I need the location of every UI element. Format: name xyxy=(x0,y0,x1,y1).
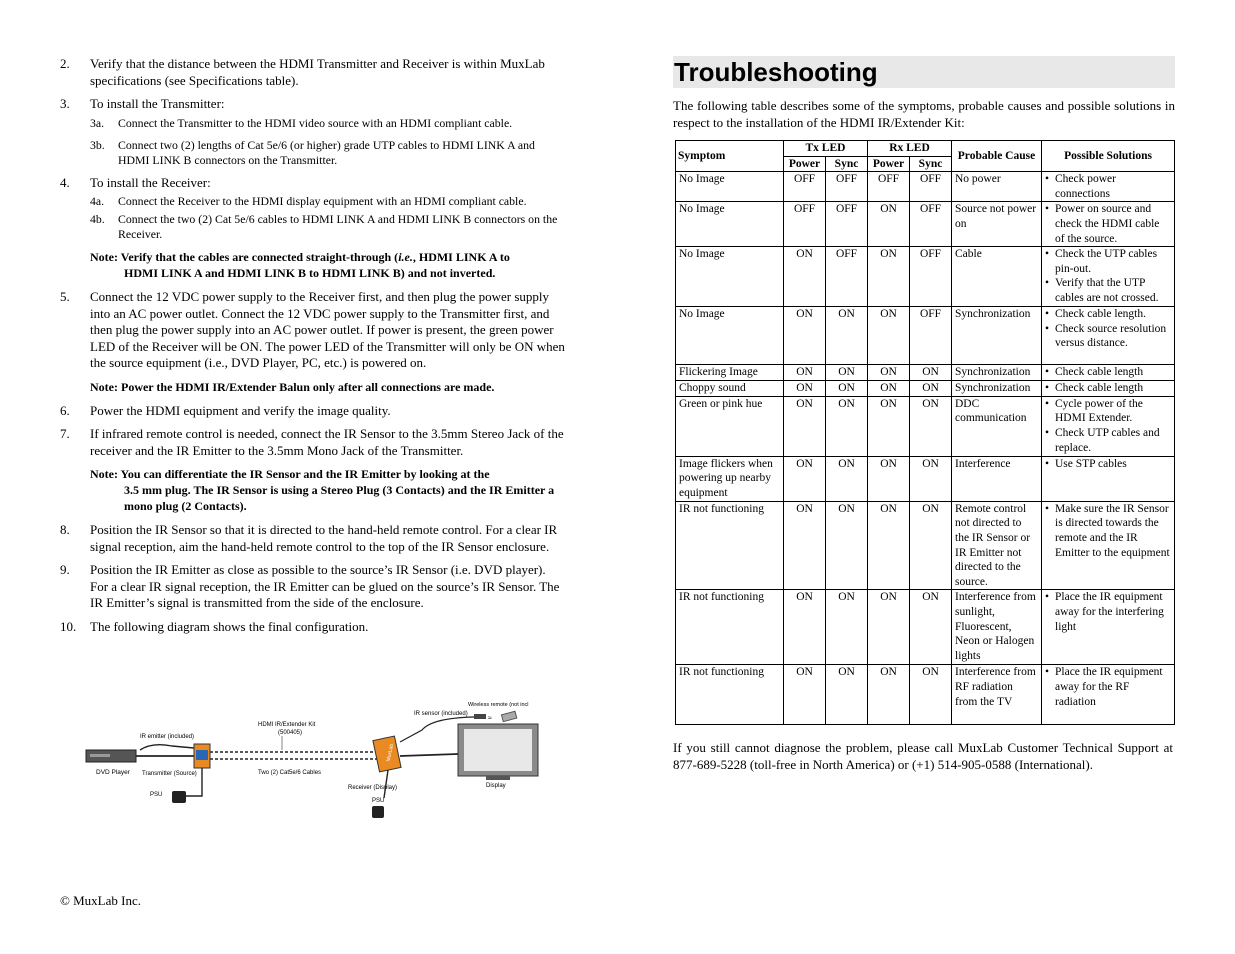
intro-text: The following table describes some of the symptoms, probable causes and possible solutions in respect to the installation of the HDMI IR/Extender Kit: xyxy=(673,98,1175,130)
note-straight-through: Note: Verify that the cables are connected straight-through (i.e., HDMI LINK A to HDMI LINK A and HDMI LINK B to HDMI LINK B) and not inverted. xyxy=(90,250,510,280)
header-rx-power: Power xyxy=(868,156,910,172)
symptom-cell: No Image xyxy=(676,172,784,202)
rx-power-cell: ON xyxy=(868,501,910,590)
solutions-cell xyxy=(1042,247,1175,307)
page-title: Troubleshooting xyxy=(673,56,1175,88)
tx-power-cell: OFF xyxy=(784,172,826,202)
note-power: Note: Power the HDMI IR/Extender Balun only after all connections are made. xyxy=(90,379,495,394)
solutions-cell xyxy=(1042,456,1175,501)
rx-sync-cell: OFF xyxy=(910,172,952,202)
solution-item: • Power on source and check the HDMI cable of the source. xyxy=(1045,202,1171,246)
solution-item: • Verify that the UTP cables are not crossed. xyxy=(1045,276,1171,305)
rx-power-cell: ON xyxy=(868,381,910,397)
troubleshooting-section xyxy=(673,56,1175,772)
solutions-cell xyxy=(1042,501,1175,590)
symptom-cell: IR not functioning xyxy=(676,665,784,725)
solution-item: • Place the IR equipment away for the RF radiation xyxy=(1045,665,1171,709)
solution-item: • Cycle power of the HDMI Extender. xyxy=(1045,397,1171,426)
step-3b: 3b. Connect two (2) lengths of Cat 5e/6 (or higher) grade UTP cables to HDMI LINK A and HDMI LINK B connectors on the Transmitter. xyxy=(90,137,535,167)
solution-item: • Check cable length xyxy=(1045,381,1171,396)
tx-sync-cell: OFF xyxy=(826,172,868,202)
rx-power-cell: ON xyxy=(868,202,910,247)
step-7: 7. If infrared remote control is needed, connect the IR Sensor to the 3.5mm Stereo Jack of the receiver and the IR Emitter to the 3.5mm Mono Jack of the Transmitter. xyxy=(60,426,564,458)
symptom-cell: No Image xyxy=(676,202,784,247)
solutions-cell xyxy=(1042,365,1175,381)
table-row xyxy=(676,307,1175,365)
solution-item: • Check cable length. xyxy=(1045,307,1171,322)
cause-cell: Synchronization xyxy=(952,307,1042,365)
solutions-cell xyxy=(1042,396,1175,456)
solution-item: • Check cable length xyxy=(1045,365,1171,380)
symptom-cell: IR not functioning xyxy=(676,590,784,665)
header-tx-sync: Sync xyxy=(826,156,868,172)
tx-power-cell: ON xyxy=(784,590,826,665)
kit-code: (500405) xyxy=(278,730,303,736)
rx-sync-cell: OFF xyxy=(910,247,952,307)
solution-item: • Use STP cables xyxy=(1045,457,1171,472)
svg-text:MuxLab: MuxLab xyxy=(385,743,396,763)
table-row xyxy=(676,665,1175,725)
symptom-cell: Flickering Image xyxy=(676,365,784,381)
rx-sync-cell: ON xyxy=(910,501,952,590)
support-text: If you still cannot diagnose the problem, please call MuxLab Customer Technical Support at 877-689-5228 (toll-free in North America) or (+1) 514-905-0588 (International). xyxy=(673,740,1173,772)
table-row xyxy=(676,501,1175,590)
rx-power-cell: ON xyxy=(868,247,910,307)
rx-sync-cell: ON xyxy=(910,590,952,665)
step-6: 6. Power the HDMI equipment and verify the image quality. xyxy=(60,402,391,418)
symptom-cell: Choppy sound xyxy=(676,381,784,397)
solution-item: • Place the IR equipment away for the interfering light xyxy=(1045,590,1171,634)
header-solutions: Possible Solutions xyxy=(1042,141,1175,172)
tx-sync-cell: OFF xyxy=(826,247,868,307)
cause-cell: Interference xyxy=(952,456,1042,501)
psu-transmitter-label: PSU xyxy=(150,792,163,798)
solutions-cell xyxy=(1042,202,1175,247)
cause-cell: Synchronization xyxy=(952,365,1042,381)
solutions-cell xyxy=(1042,590,1175,665)
step-5: 5. Connect the 12 VDC power supply to the Receiver first, and then plug the power supply into an AC power outlet. Connect the 12 VDC power supply to the Transmitter first, and then plug the power supply into an AC power outlet. If power is present, the green power LED of the Receiver will be ON. The power LED of the Transmitter will only be ON when the source equipment (i.e., DVD Player, PC, etc.) is powered on. xyxy=(60,289,565,370)
tx-sync-cell: ON xyxy=(826,456,868,501)
psu-transmitter-icon xyxy=(172,791,186,803)
installation-steps xyxy=(60,56,565,642)
ir-emitter-label: IR emitter (included) xyxy=(140,734,195,740)
rx-sync-cell: ON xyxy=(910,396,952,456)
step-4: 4. To install the Receiver: xyxy=(60,174,211,190)
tx-power-cell: ON xyxy=(784,456,826,501)
table-row xyxy=(676,365,1175,381)
cause-cell: No power xyxy=(952,172,1042,202)
rx-sync-cell: ON xyxy=(910,381,952,397)
table-row xyxy=(676,202,1175,247)
symptom-cell: No Image xyxy=(676,307,784,365)
symptom-cell: No Image xyxy=(676,247,784,307)
tx-sync-cell: ON xyxy=(826,307,868,365)
solution-item: • Check UTP cables and replace. xyxy=(1045,426,1171,455)
rx-power-cell: OFF xyxy=(868,172,910,202)
table-body xyxy=(676,172,1175,725)
step-3a: 3a. Connect the Transmitter to the HDMI video source with an HDMI compliant cable. xyxy=(90,115,513,130)
cause-cell: Synchronization xyxy=(952,381,1042,397)
rx-power-cell: ON xyxy=(868,456,910,501)
solution-item: • Check source resolution versus distance. xyxy=(1045,322,1171,351)
cause-cell: Remote control not directed to the IR Sensor or IR Emitter not directed to the source. xyxy=(952,501,1042,590)
ir-signal-icon: ≈ xyxy=(488,715,492,722)
header-tx-led: Tx LED xyxy=(784,141,868,157)
cause-cell: Interference from RF radiation from the TV xyxy=(952,665,1042,725)
table-row xyxy=(676,172,1175,202)
display-icon xyxy=(458,724,538,780)
table-row xyxy=(676,381,1175,397)
ir-sensor-label: IR sensor (included) xyxy=(414,711,468,717)
solution-item: • Make sure the IR Sensor is directed towards the remote and the IR Emitter to the equipment xyxy=(1045,502,1171,560)
tx-sync-cell: ON xyxy=(826,396,868,456)
tx-power-cell: ON xyxy=(784,247,826,307)
symptom-cell: Image flickers when powering up nearby equipment xyxy=(676,456,784,501)
step-4b: 4b. Connect the two (2) Cat 5e/6 cables to HDMI LINK A and HDMI LINK B connectors on the Receiver. xyxy=(90,212,558,241)
symptom-cell: Green or pink hue xyxy=(676,396,784,456)
psu-receiver-label: PSU xyxy=(372,798,385,804)
cause-cell: DDC communication xyxy=(952,396,1042,456)
dvd-player-label: DVD Player xyxy=(96,769,130,776)
cables-label: Two (2) Cat5e/6 Cables xyxy=(258,770,322,776)
tx-sync-cell: ON xyxy=(826,590,868,665)
remote-icon xyxy=(501,711,516,721)
step-2: 2. Verify that the distance between the HDMI Transmitter and Receiver is within MuxLab specifications (see Specifications table). xyxy=(60,56,545,88)
rx-power-cell: ON xyxy=(868,307,910,365)
rx-sync-cell: ON xyxy=(910,665,952,725)
display-label: Display xyxy=(486,783,506,789)
configuration-diagram xyxy=(82,698,542,820)
solution-item: • Check the UTP cables pin-out. xyxy=(1045,247,1171,276)
step-4-substeps xyxy=(60,194,565,242)
transmitter-icon xyxy=(194,744,210,768)
step-8: 8. Position the IR Sensor so that it is directed to the hand-held remote control. For a clear IR signal reception, aim the hand-held remote control to the top of the IR Sensor enclosure. xyxy=(60,522,558,554)
header-rx-sync: Sync xyxy=(910,156,952,172)
step-4a: 4a. Connect the Receiver to the HDMI display equipment with an HDMI compliant cable. xyxy=(90,194,527,208)
symptom-cell: IR not functioning xyxy=(676,501,784,590)
psu-receiver-icon xyxy=(372,806,384,818)
cause-cell: Source not power on xyxy=(952,202,1042,247)
receiver-label: Receiver (Display) xyxy=(348,785,398,791)
tx-power-cell: ON xyxy=(784,381,826,397)
rx-sync-cell: ON xyxy=(910,456,952,501)
table-row xyxy=(676,247,1175,307)
tx-sync-cell: ON xyxy=(826,381,868,397)
tx-sync-cell: ON xyxy=(826,501,868,590)
tx-power-cell: ON xyxy=(784,665,826,725)
rx-sync-cell: OFF xyxy=(910,202,952,247)
rx-power-cell: ON xyxy=(868,365,910,381)
rx-sync-cell: ON xyxy=(910,365,952,381)
solutions-cell xyxy=(1042,665,1175,725)
step-3: 3. To install the Transmitter: xyxy=(60,96,225,111)
header-symptom: Symptom xyxy=(676,141,784,172)
tx-sync-cell: ON xyxy=(826,665,868,725)
kit-label: HDMI IR/Extender Kit xyxy=(258,722,316,728)
tx-power-cell: ON xyxy=(784,501,826,590)
table-row xyxy=(676,456,1175,501)
table-row xyxy=(676,590,1175,665)
step-9: 9. Position the IR Emitter as close as possible to the source’s IR Sensor (i.e. DVD player). For a clear IR signal reception, the IR Emitter can be glued on the source’s IR Sensor. The IR Emitter’s signal is transmitted from the side of the enclosure. xyxy=(60,562,560,610)
tx-power-cell: ON xyxy=(784,365,826,381)
tx-power-cell: ON xyxy=(784,396,826,456)
tx-sync-cell: ON xyxy=(826,365,868,381)
tx-power-cell: ON xyxy=(784,307,826,365)
wireless-remote-label: Wireless remote (not incl xyxy=(468,702,529,708)
solutions-cell xyxy=(1042,381,1175,397)
rx-power-cell: ON xyxy=(868,665,910,725)
rx-power-cell: ON xyxy=(868,590,910,665)
solutions-cell xyxy=(1042,172,1175,202)
rx-power-cell: ON xyxy=(868,396,910,456)
ir-sensor-icon xyxy=(474,714,486,719)
header-rx-led: Rx LED xyxy=(868,141,952,157)
header-tx-power: Power xyxy=(784,156,826,172)
solution-item: • Check power connections xyxy=(1045,172,1171,201)
receiver-icon xyxy=(373,736,401,772)
table-row xyxy=(676,396,1175,456)
footer-copyright: © MuxLab Inc. xyxy=(60,893,141,908)
dvd-player-icon xyxy=(86,750,136,762)
troubleshooting-table xyxy=(675,140,1175,725)
cause-cell: Interference from sunlight, Fluorescent, Neon or Halogen lights xyxy=(952,590,1042,665)
transmitter-label: Transmitter (Source) xyxy=(142,771,197,777)
header-cause: Probable Cause xyxy=(952,141,1042,172)
cause-cell: Cable xyxy=(952,247,1042,307)
tx-sync-cell: OFF xyxy=(826,202,868,247)
tx-power-cell: OFF xyxy=(784,202,826,247)
step-3-substeps xyxy=(60,116,565,168)
step-10: 10. The following diagram shows the final configuration. xyxy=(60,618,369,634)
note-ir-plugs: Note: You can differentiate the IR Sensor and the IR Emitter by looking at the 3.5 mm plug. The IR Sensor is using a Stereo Plug (3 Contacts) and the IR Emitter a mono plug (2 Contacts). xyxy=(90,467,555,513)
rx-sync-cell: OFF xyxy=(910,307,952,365)
solutions-cell xyxy=(1042,307,1175,365)
